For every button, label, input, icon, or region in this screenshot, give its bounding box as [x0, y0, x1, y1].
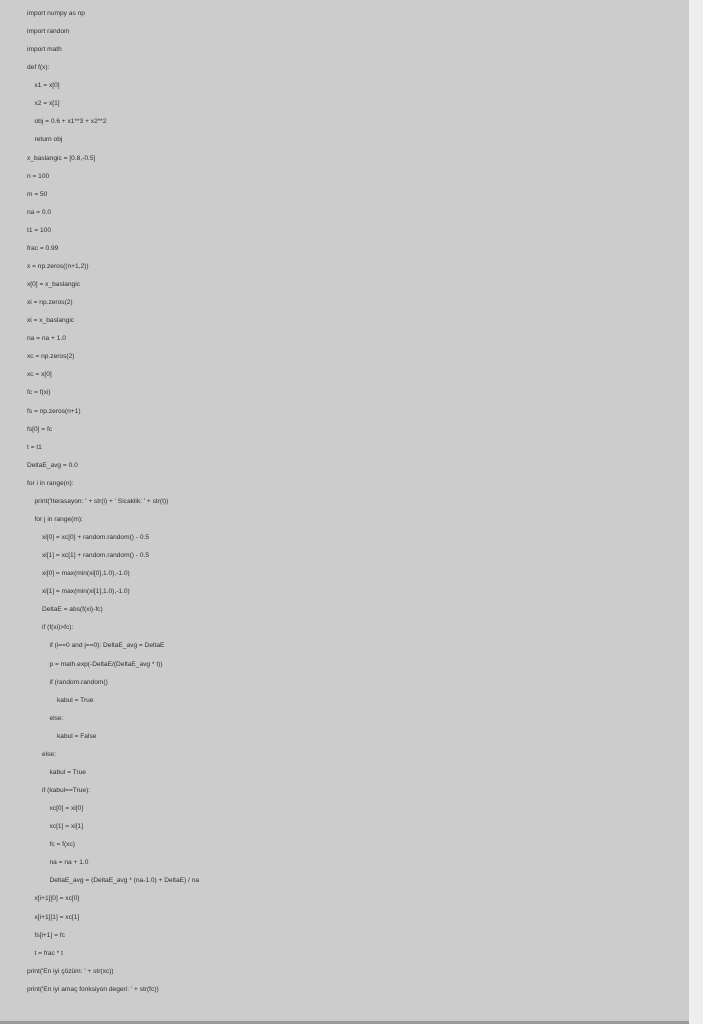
code-line: import math [27, 46, 62, 54]
code-line: import numpy as np [27, 10, 85, 17]
code-line: for j in range(m): [34, 515, 83, 523]
code-line: obj = 0.6 + x1**3 + x2**2 [34, 118, 107, 126]
code-line: fs[0] = fc [27, 425, 53, 433]
code-line: xc[0] = xi[0] [49, 805, 84, 813]
code-line: xc[1] = xi[1] [49, 823, 84, 831]
code-line: if (kabul==True): [42, 787, 91, 794]
code-line: xc = x[0] [27, 371, 52, 379]
code-line: if (f(xi)>fc): [42, 624, 74, 632]
code-line: print('Iterasayon: ' + str(i) + ' Sicaklik: ' + str(t)) [34, 497, 169, 505]
code-line: xi = x_baslangic [27, 317, 75, 325]
code-line: na = na + 1.0 [49, 859, 89, 867]
code-line: p = math.exp(-DeltaE/(DeltaE_avg * t)) [49, 660, 163, 668]
code-line: x[0] = x_baslangic [27, 281, 80, 289]
code-line: t = t1 [27, 443, 42, 451]
code-line: t = frac * t [34, 949, 63, 957]
code-line: return obj [34, 136, 63, 144]
code-line: DeltaE_avg = 0.0 [27, 461, 78, 469]
code-line: x_baslangic = [0.8,-0.5] [27, 154, 96, 162]
code-line: kabul = True [49, 768, 86, 776]
code-line: else: [49, 714, 64, 722]
code-line: fc = f(xi) [27, 389, 51, 397]
code-line: import random [27, 28, 70, 36]
code-line: xi = np.zeros(2) [27, 299, 73, 307]
code-line: if (i==0 and j==0): DeltaE_avg = DeltaE [49, 642, 165, 650]
code-line: fs[i+1] = fc [34, 931, 65, 939]
code-line: kabul = False [57, 732, 97, 740]
code-line: t1 = 100 [27, 226, 52, 234]
code-line: x1 = x[0] [34, 82, 60, 90]
page-margin [689, 0, 703, 1024]
code-line: xi[1] = max(min(xi[1],1.0),-1.0) [42, 588, 130, 596]
code-line: print('En iyi amaç fonksiyon degeri: ' + str(fc)) [27, 985, 159, 993]
code-line: na = na + 1.0 [27, 335, 66, 343]
code-line: DeltaE_avg = (DeltaE_avg * (na-1.0) + DeltaE) / na [49, 877, 200, 885]
code-line: x[i+1][0] = xc[0] [34, 895, 80, 903]
code-line: xc = np.zeros(2) [27, 353, 75, 361]
code-line: else: [42, 750, 56, 758]
code-line: x[i+1][1] = xc[1] [34, 913, 80, 921]
code-line: fc = f(xc) [49, 841, 75, 849]
code-line: x2 = x[1] [34, 100, 60, 108]
code-line: DeltaE = abs(f(xi)-fc) [42, 606, 103, 614]
code-line: m = 50 [27, 190, 48, 198]
code-line: if (random.random() [49, 678, 108, 686]
code-line: xi[1] = xc[1] + random.random() - 0.5 [42, 552, 150, 560]
code-line: print('En iyi çözüm: ' + str(xc)) [27, 967, 114, 975]
code-line: def f(x): [27, 64, 50, 72]
code-line: xi[0] = xc[0] + random.random() - 0.5 [42, 534, 150, 542]
code-line: frac = 0.99 [27, 244, 59, 252]
code-line: n = 100 [27, 172, 50, 180]
code-line: fs = np.zeros(n+1) [27, 407, 81, 415]
code-line: na = 0.0 [27, 208, 52, 216]
code-line: xi[0] = max(min(xi[0],1.0),-1.0) [42, 570, 130, 578]
code-line: x = np.zeros((n+1,2)) [27, 262, 89, 270]
code-line: for i in range(n): [27, 479, 74, 487]
code-line: kabul = True [57, 696, 94, 704]
